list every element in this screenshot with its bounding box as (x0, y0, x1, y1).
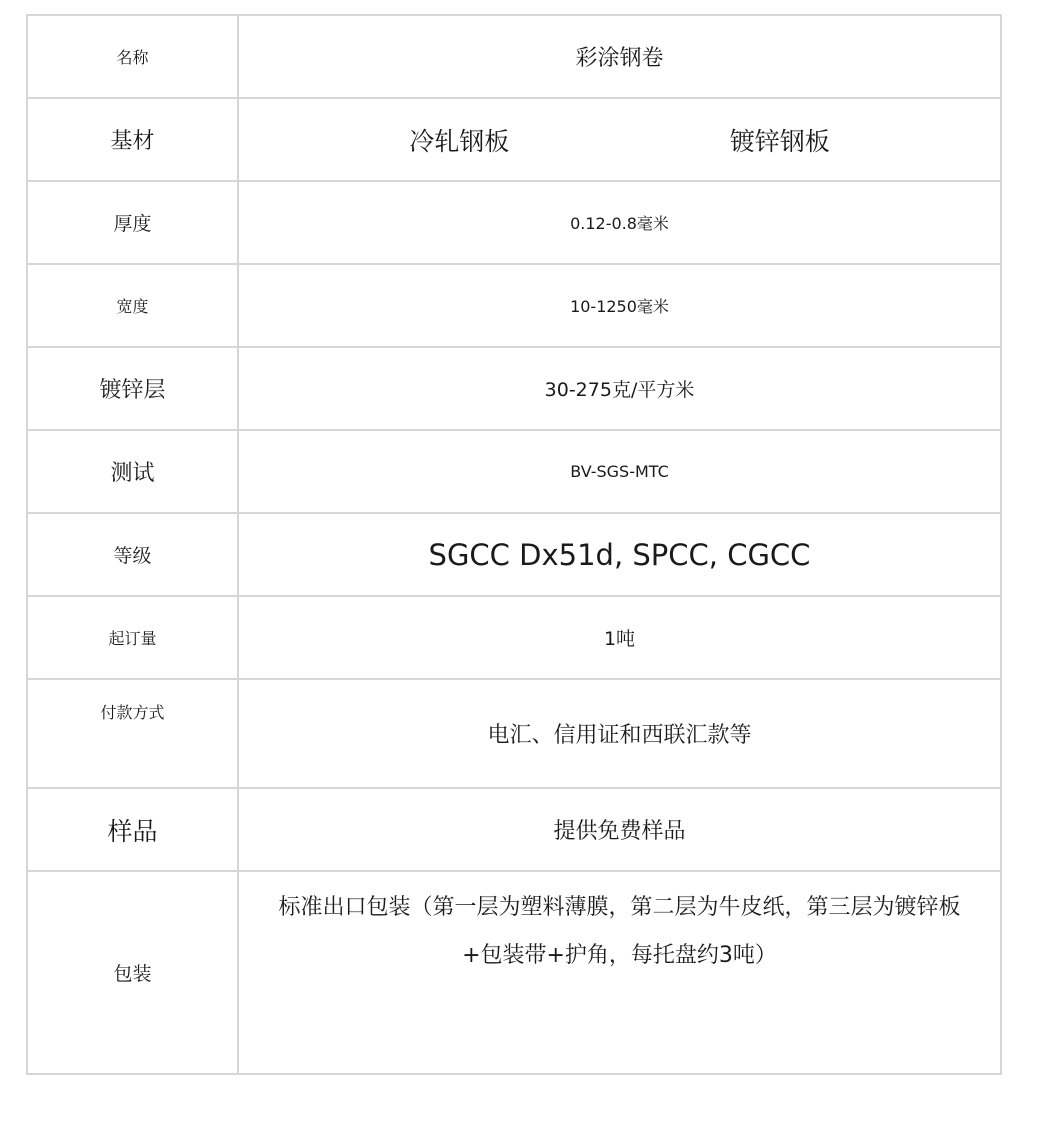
table-row-thickness (27, 181, 1001, 264)
base-option-cold-rolled: 冷轧钢板 (409, 126, 510, 156)
row-label-name: 名称 (27, 15, 238, 98)
row-label-sample: 样品 (27, 788, 238, 871)
table-row-name (27, 15, 1001, 98)
row-value-moq: 1吨 (238, 596, 1001, 679)
row-label-zinc: 镀锌层 (27, 347, 238, 430)
row-label-grade: 等级 (27, 513, 238, 596)
row-value-test: BV-SGS-MTC (238, 430, 1001, 513)
row-label-test: 测试 (27, 430, 238, 513)
table-row-width (27, 264, 1001, 347)
row-label-base: 基材 (27, 98, 238, 181)
base-option-galvanized: 镀锌钢板 (729, 126, 830, 156)
table-row-packing (27, 871, 1001, 1074)
table-row-moq (27, 596, 1001, 679)
table-row-test (27, 430, 1001, 513)
row-value-sample: 提供免费样品 (238, 788, 1001, 871)
row-value-grade: SGCC Dx51d, SPCC, CGCC (238, 513, 1001, 596)
row-label-width: 宽度 (27, 264, 238, 347)
row-value-payment: 电汇、信用证和西联汇款等 (238, 679, 1001, 788)
spec-table (26, 14, 1002, 1075)
row-label-thickness: 厚度 (27, 181, 238, 264)
row-label-packing: 包装 (27, 871, 238, 1074)
table-row-base (27, 98, 1001, 181)
row-value-name: 彩涂钢卷 (238, 15, 1001, 98)
table-row-payment (27, 679, 1001, 788)
table-row-zinc (27, 347, 1001, 430)
row-value-width: 10-1250毫米 (238, 264, 1001, 347)
row-value-thickness: 0.12-0.8毫米 (238, 181, 1001, 264)
row-value-packing: 标准出口包装（第一层为塑料薄膜，第二层为牛皮纸，第三层为镀锌板+包装带+护角，每托盘约3吨） (278, 895, 961, 968)
row-value-packing-cell (238, 871, 1001, 1074)
table-row-grade (27, 513, 1001, 596)
row-label-payment-cell (27, 679, 238, 788)
table-row-sample (27, 788, 1001, 871)
row-label-payment: 付款方式 (100, 703, 165, 722)
row-label-moq: 起订量 (27, 596, 238, 679)
row-value-zinc: 30-275克/平方米 (238, 347, 1001, 430)
row-value-base (238, 98, 1001, 181)
